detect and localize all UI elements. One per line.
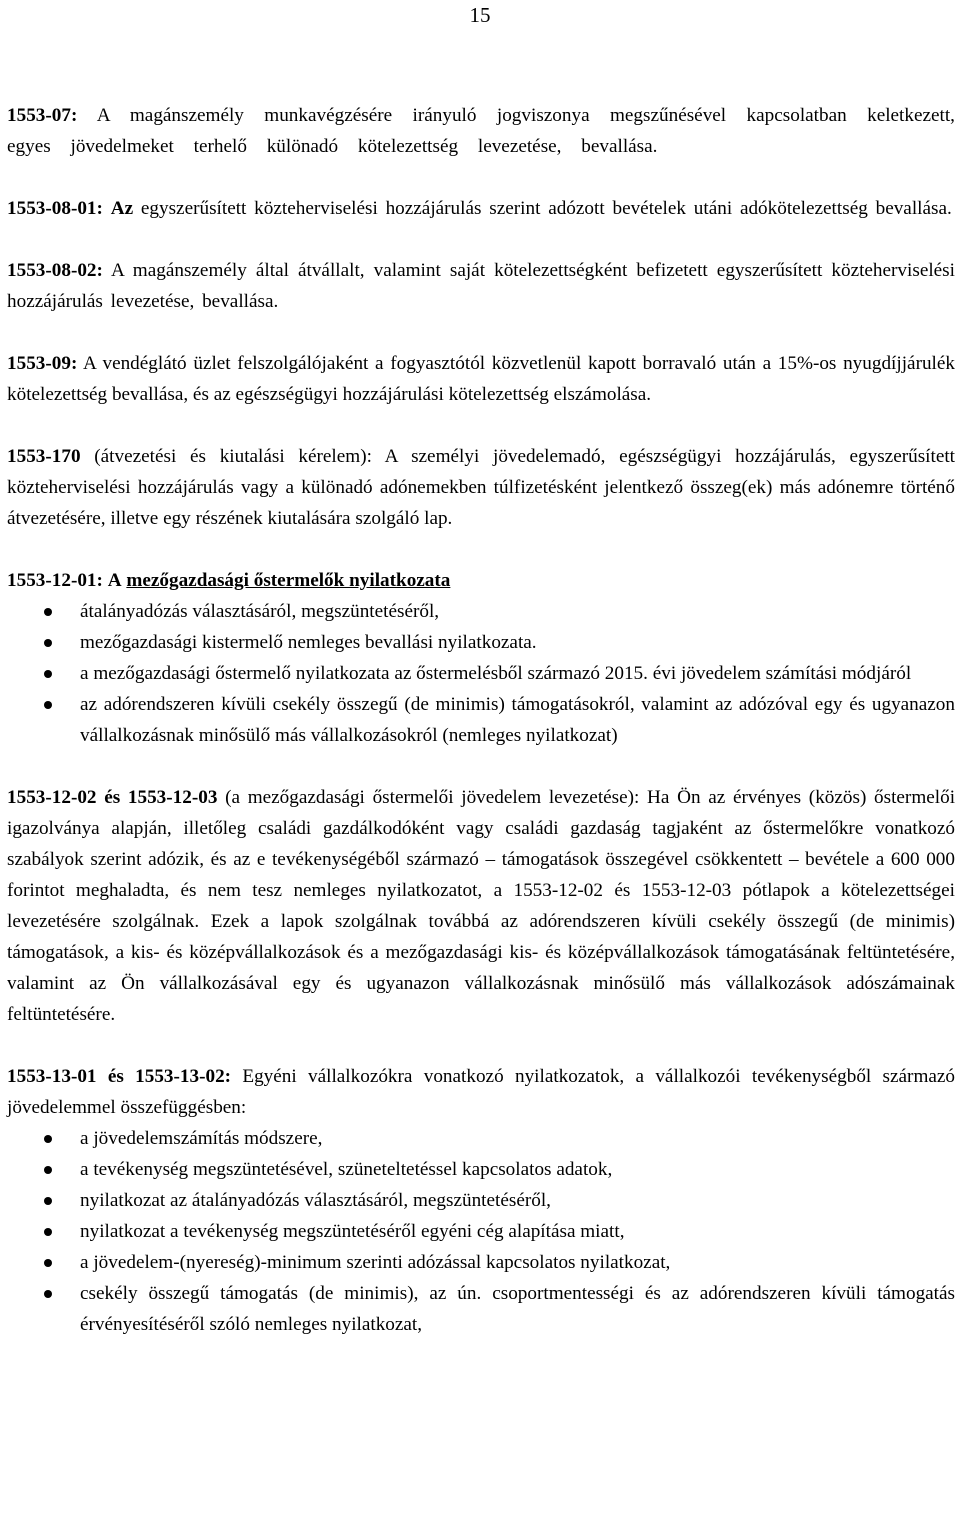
list-item: a jövedelem-(nyereség)-minimum szerinti adózással kapcsolatos nyilatkozat, (7, 1247, 955, 1278)
form-code-conjunction: és (104, 787, 121, 808)
list-item: a mezőgazdasági őstermelő nyilatkozata az őstermelésből származó 2015. évi jövedelem számítási módjáról (7, 658, 955, 689)
list-item: a tevékenység megszüntetésével, szüneteltetéssel kapcsolatos adatok, (7, 1154, 955, 1185)
document-body (7, 100, 955, 1340)
list-item: a jövedelemszámítás módszere, (7, 1123, 955, 1154)
paragraph-text: A magánszemély munkavégzésére irányuló jogviszonya megszűnésével kapcsolatban keletkezett, egyes jövedelmeket terhelő különadó kötelezettség levezetése, bevallása. (7, 105, 955, 157)
paragraph-1553-12-02-03 (7, 782, 955, 1030)
list-item: átalányadózás választásáról, megszüntetéséről, (7, 596, 955, 627)
list-item: mezőgazdasági kistermelő nemleges bevallási nyilatkozata. (7, 627, 955, 658)
form-code: 1553-12-01: (7, 570, 103, 591)
paragraph-text: A magánszemély által átvállalt, valamint saját kötelezettségként befizetett egyszerűsített közteherviselési hozzájárulás levezetése, bevallása. (7, 260, 955, 312)
paragraph-1553-13 (7, 1061, 955, 1123)
paragraph-text: (a mezőgazdasági őstermelői jövedelem levezetése): Ha Ön az érvényes (közös) őstermelői igazolványa alapján, illetőleg családi gazdálkodóként vagy családi gazdaság tagjaként az őstermelőkre vonatkozó szabályok szerint adózik, és az e tevékenységéből származó – támogatások összegével csökkentett – bevétele a 600 000 forintot meghaladta, és nem tesz nemleges nyilatkozatot, a 1553-12-02 és 1553-12-03 pótlapok a kötelezettségei levezetésére szolgálnak. Ezek a lapok szolgálnak továbbá az adórendszeren kívüli csekély összegű (de minimis) támogatások, a kis- és középvállalkozások és a mezőgazdasági kis- és középvállalkozások támogatásának feltüntetésére, valamint az Ön vállalkozásával egy és ugyanazon vállalkozásnak minősülő más vállalkozások adószámainak feltüntetésére. (7, 787, 956, 1025)
form-code: 1553-07: (7, 105, 78, 126)
paragraph-1553-170 (7, 441, 955, 534)
paragraph-text: (átvezetési és kiutalási kérelem): A személyi jövedelemadó, egészségügyi hozzájárulás, egyszerűsített közteherviselési hozzájárulás vagy a különadó adónemekben túlfizetésként jelentkező összeg(ek) más adónemre történő átvezetésére, illetve egy részének kiutalására szolgáló lap. (7, 446, 955, 529)
bullet-list-1553-12-01 (7, 596, 955, 751)
list-item: nyilatkozat az átalányadózás választásáról, megszüntetéséről, (7, 1185, 955, 1216)
paragraph-1553-08-02 (7, 255, 955, 317)
paragraph-1553-07 (7, 100, 955, 162)
paragraph-text: egyszerűsített közteherviselési hozzájárulás szerint adózott bevételek utáni adókötelezettség bevallása. (140, 198, 952, 219)
paragraph-text: Egyéni vállalkozókra vonatkozó nyilatkozatok, a vállalkozói tevékenységből származó jövedelemmel összefüggésben: (7, 1066, 955, 1118)
bullet-list-1553-13 (7, 1123, 955, 1340)
form-code-word: Az (110, 198, 134, 219)
form-code: 1553-08-01: (7, 198, 103, 219)
paragraph-text: A vendéglátó üzlet felszolgálójaként a fogyasztótól közvetlenül kapott borravaló után a 15%-os nyugdíjjárulék kötelezettség bevallása, és az egészségügyi hozzájárulási kötelezettség elszámolása. (7, 353, 955, 405)
heading-prefix: A (107, 570, 122, 591)
list-item: nyilatkozat a tevékenység megszüntetéséről egyéni cég alapítása miatt, (7, 1216, 955, 1247)
paragraph-1553-09 (7, 348, 955, 410)
paragraph-1553-12-01-heading (7, 565, 955, 596)
form-code: 1553-12-02 (7, 787, 97, 808)
heading-underlined: mezőgazdasági őstermelők nyilatkozata (126, 570, 451, 591)
form-code: 1553-08-02: (7, 260, 103, 281)
page-number: 15 (469, 3, 491, 27)
list-item: az adórendszeren kívüli csekély összegű (de minimis) támogatásokról, valamint az adózóval egy és ugyanazon vállalkozásnak minősülő más vállalkozásokról (nemleges nyilatkozat) (7, 689, 955, 751)
form-code: 1553-13-01 és 1553-13-02: (7, 1066, 232, 1087)
list-item: csekély összegű támogatás (de minimis), az ún. csoportmentességi és az adórendszeren kívüli támogatás érvényesítéséről szóló nemleges nyilatkozat, (7, 1278, 955, 1340)
paragraph-1553-08-01 (7, 193, 955, 224)
form-code: 1553-09: (7, 353, 78, 374)
form-code: 1553-12-03 (127, 787, 218, 808)
form-code: 1553-170 (7, 446, 81, 467)
